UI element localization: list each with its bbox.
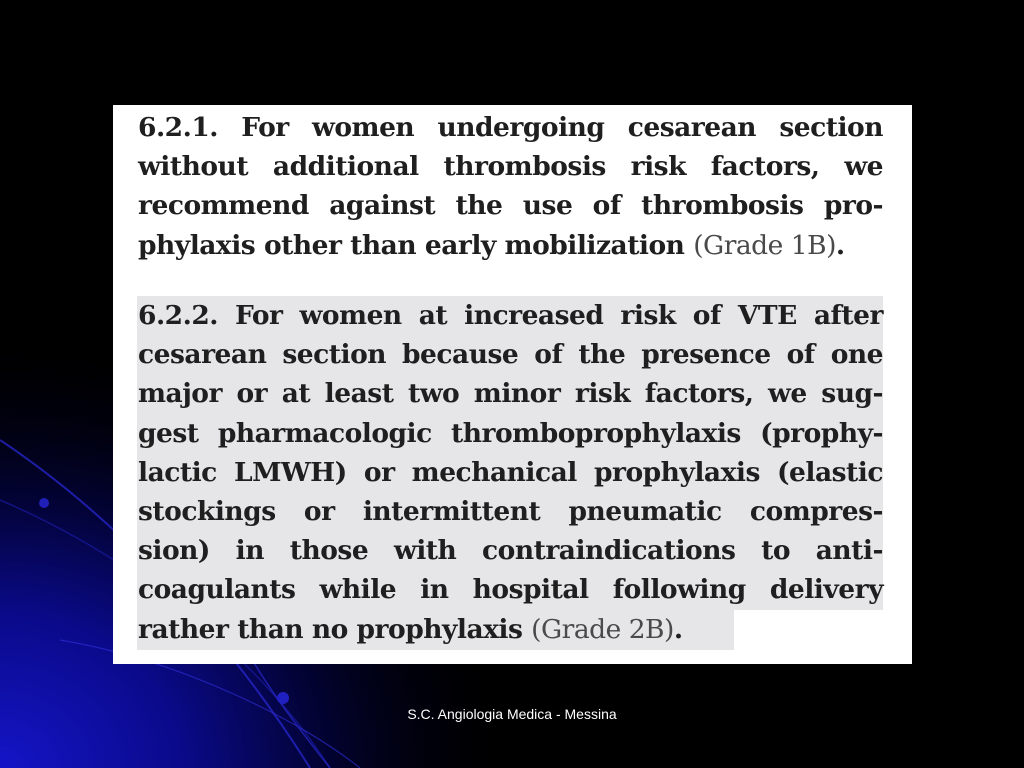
text-line: major or at least two minor risk factors, we sug- — [138, 378, 883, 410]
text-line-final — [138, 610, 883, 649]
text-line: 6.2.2. For women at increased risk of VTE after — [138, 300, 883, 331]
text-line-final — [138, 226, 883, 265]
recommendation-6-2-1 — [138, 108, 883, 265]
content-panel — [113, 105, 912, 664]
text-line: lactic LMWH) or mechanical prophylaxis (elastic — [138, 456, 883, 488]
text-line: gest pharmacologic thromboprophylaxis (prophy- — [138, 417, 883, 449]
text-line: sion) in those with contraindications to anti- — [138, 535, 883, 567]
text-line: stockings or intermittent pneumatic compres- — [138, 496, 883, 528]
grade-label: (Grade 1B) — [693, 229, 836, 261]
text-line: cesarean section because of the presence of one — [138, 339, 883, 371]
text-line: 6.2.1. For women undergoing cesarean section — [138, 112, 883, 143]
period: . — [835, 229, 845, 261]
text-line: phylaxis other than early mobilization — [138, 229, 685, 261]
text-line: recommend against the use of thrombosis pro- — [138, 190, 883, 222]
text-line: coagulants while in hospital following delivery — [138, 574, 883, 606]
slide-footer: S.C. Angiologia Medica - Messina — [407, 706, 617, 722]
text-line: without additional thrombosis risk factors, we — [138, 151, 883, 183]
period: . — [673, 613, 683, 645]
recommendation-6-2-2 — [138, 296, 883, 649]
grade-label: (Grade 2B) — [531, 613, 674, 645]
text-line: rather than no prophylaxis — [138, 613, 523, 645]
